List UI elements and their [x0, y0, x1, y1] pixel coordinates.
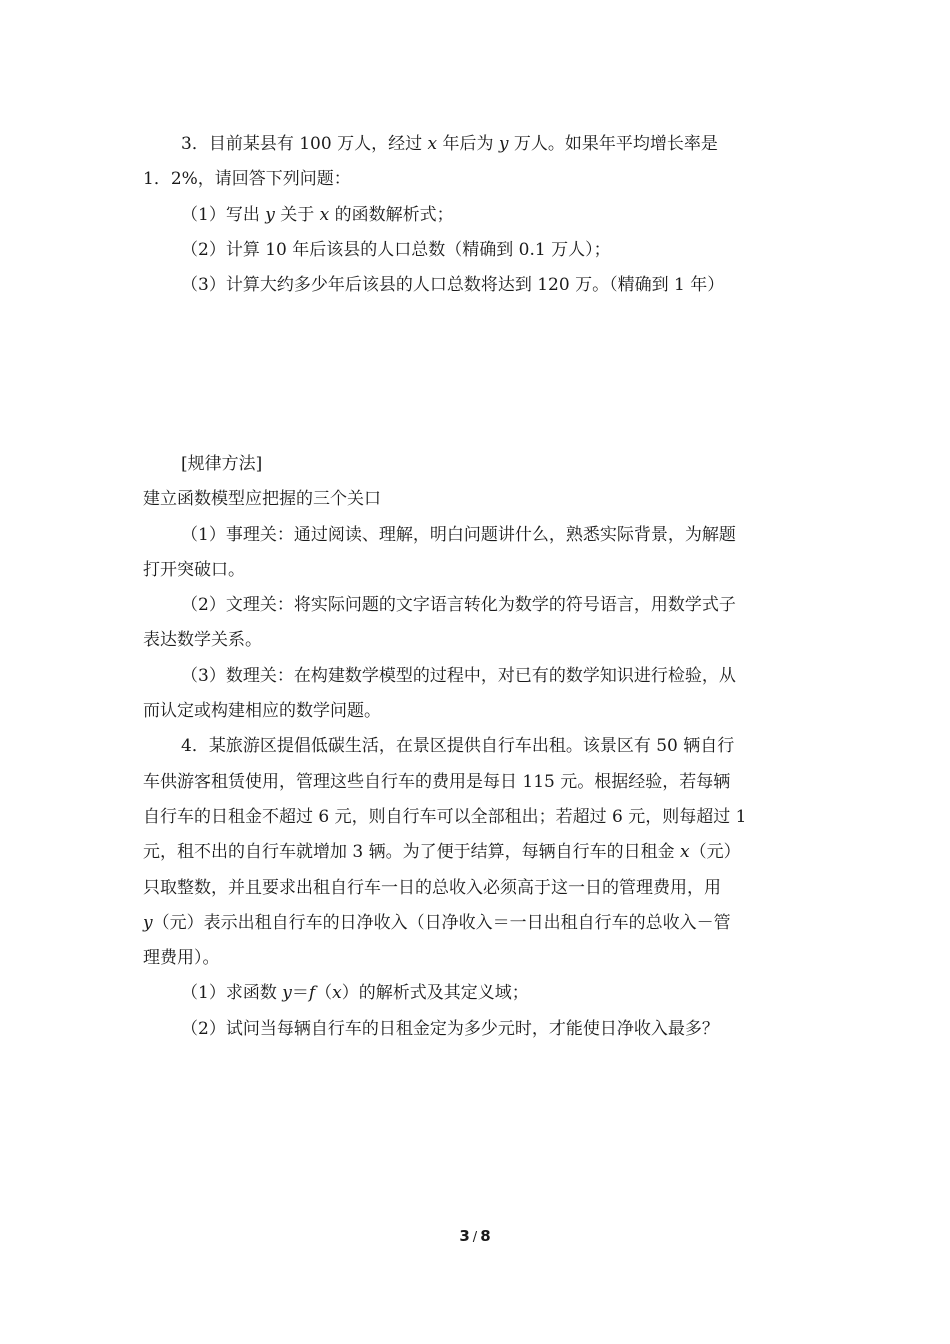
variable-y: y	[498, 134, 509, 154]
question-4-line-4	[143, 835, 808, 870]
variable-y: y	[143, 912, 153, 933]
text: ＝	[291, 983, 309, 1004]
variable-y: y	[282, 983, 292, 1004]
function-f: f	[308, 983, 316, 1004]
method-section	[143, 447, 808, 1047]
question-4-line-7: 理费用）。	[143, 948, 220, 969]
method-point-3-line-2: 而认定或构建相应的数学问题。	[143, 701, 381, 722]
question-4-line-3: 自行车的日租金不超过 6 元，则自行车可以全部租出；若超过 6 元，则每超过 1	[143, 806, 747, 827]
question-3-sub-1	[143, 198, 808, 233]
text: 的函数解析式；	[329, 204, 454, 225]
question-4-sub-2: （2）试问当每辆自行车的日租金定为多少元时，才能使日净收入最多？	[181, 1018, 719, 1039]
method-point-1-line-2: 打开突破口。	[143, 559, 245, 580]
text: 万人。如果年平均增长率是	[508, 134, 718, 154]
text: （元）	[689, 842, 741, 863]
question-4-line-5: 只取整数，并且要求出租自行车一日的总收入必须高于这一日的管理费用，用	[143, 877, 721, 898]
method-intro: 建立函数模型应把握的三个关口	[143, 489, 381, 510]
method-heading: [规律方法]	[181, 454, 263, 474]
question-3-line-2: 1．2%，请回答下列问题：	[143, 169, 351, 190]
text: 关于	[274, 204, 320, 225]
question-3-sub-3: （3）计算大约多少年后该县的人口总数将达到 120 万。（精确到 1 年）	[181, 275, 725, 296]
method-point-1-line-1: （1）事理关：通过阅读、理解，明白问题讲什么，熟悉实际背景，为解题	[181, 524, 736, 545]
question-4-sub-1	[143, 976, 808, 1011]
variable-y: y	[265, 204, 275, 225]
method-point-3-line-1: （3）数理关：在构建数学模型的过程中，对已有的数学知识进行检验，从	[181, 665, 736, 686]
variable-x: x	[427, 134, 438, 154]
page-separator: /	[472, 1230, 478, 1245]
variable-x: x	[319, 204, 330, 225]
question-3	[143, 127, 808, 303]
method-point-2-line-1: （2）文理关：将实际问题的文字语言转化为数学的符号语言，用数学式子	[181, 595, 736, 616]
text: 元，租不出的自行车就增加 3 辆。为了便于结算，每辆自行车的日租金	[143, 842, 681, 863]
total-pages: 8	[480, 1227, 491, 1245]
current-page: 3	[459, 1227, 470, 1245]
text: 3．目前某县有 100 万人，经过	[181, 134, 428, 154]
text: （元）表示出租自行车的日净收入（日净收入＝一日出租自行车的总收入－管	[152, 912, 731, 933]
question-4-line-6	[143, 906, 808, 941]
text: （1）求函数	[181, 983, 283, 1004]
question-4-line-1: 4．某旅游区提倡低碳生活，在景区提供自行车出租。该景区有 50 辆自行	[181, 736, 735, 757]
text: ）的解析式及其定义域；	[341, 983, 529, 1004]
question-3-line-1	[143, 127, 808, 162]
page-number	[0, 1225, 950, 1249]
variable-x: x	[680, 842, 690, 863]
text: （1）写出	[181, 204, 266, 225]
text: 年后为	[437, 134, 499, 154]
question-4-line-2: 车供游客租赁使用，管理这些自行车的费用是每日 115 元。根据经验，若每辆	[143, 771, 731, 792]
variable-x: x	[332, 983, 342, 1004]
question-3-sub-2: （2）计算 10 年后该县的人口总数（精确到 0.1 万人）；	[181, 239, 611, 260]
text: （	[315, 983, 333, 1004]
method-point-2-line-2: 表达数学关系。	[143, 630, 262, 651]
